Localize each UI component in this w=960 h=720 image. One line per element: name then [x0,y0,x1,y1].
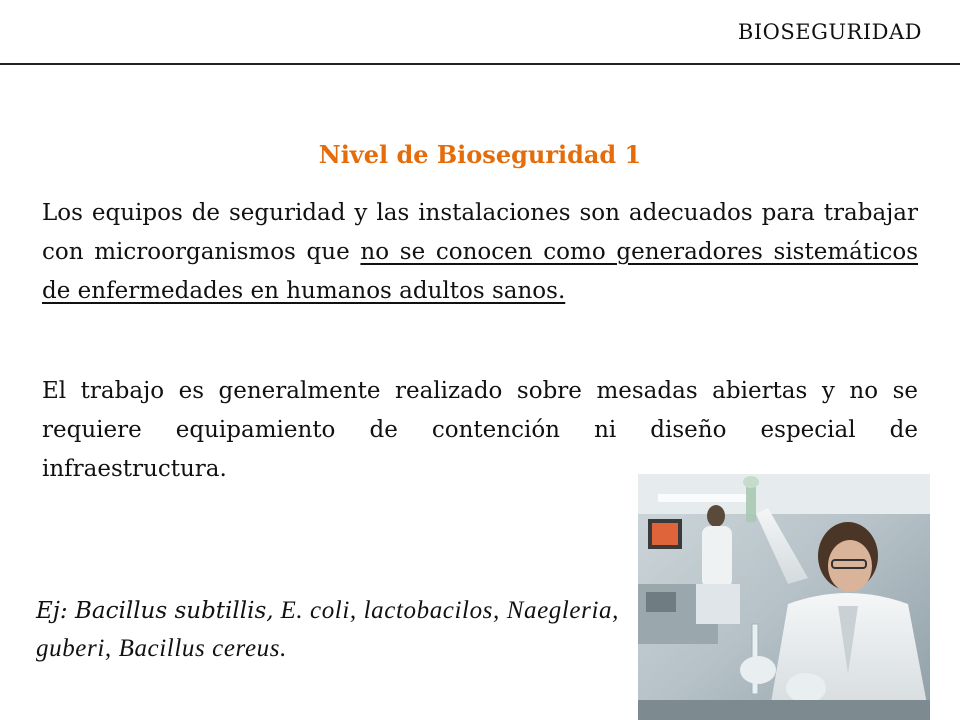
slide-heading: Nivel de Bioseguridad 1 [318,140,642,169]
lab-photo [638,474,930,720]
paragraph-1-text: Los equipos de seguridad y las instalaciones son adecuados para trabajar con microorganismos que [42,200,918,265]
examples-text [36,592,626,668]
paragraph-2: El trabajo es generalmente realizado sobre mesadas abiertas y no se requiere equipamiento de contención ni diseño especial de infraestructura. [42,378,918,482]
examples-part-2: E. coli, lactobacilos, Naegleria, guberi, Bacillus cereus. [36,597,619,662]
paragraph-1-underlined: no se conocen como generadores sistemáticos de enfermedades en humanos adultos sanos. [42,239,918,304]
header-divider [0,63,960,65]
paragraph-1 [42,194,918,311]
examples-part-1: Ej: Bacillus subtillis, [36,598,274,624]
header-title: BIOSEGURIDAD [737,20,922,44]
lab-photo-illustration [638,474,930,720]
